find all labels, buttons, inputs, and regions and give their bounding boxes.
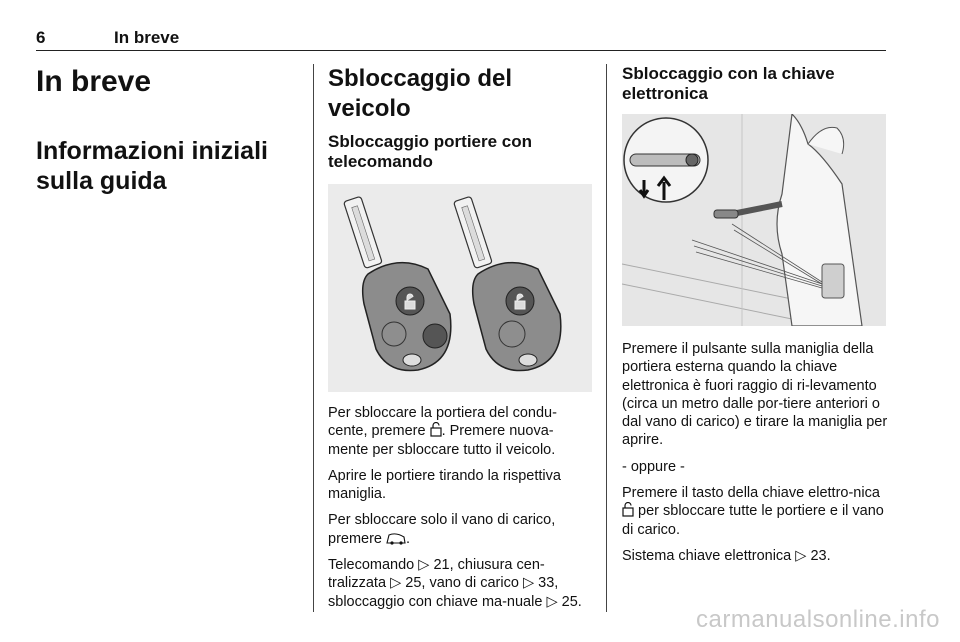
paragraph: Premere il pulsante sulla maniglia della portiera esterna quando la chiave elettronica è fuori raggio di ri-levamento (circa un metro dalle por-tiere anteriori o dal vano di carico) e tirare la maniglia per aprire. [622, 341, 888, 449]
cargo-van-icon [386, 532, 406, 545]
paragraph: Per sbloccare solo il vano di carico, premere . [328, 512, 556, 547]
page-reference-link[interactable]: 21 [433, 557, 450, 574]
page-reference-link[interactable]: 23 [810, 547, 827, 564]
page-reference-arrow-icon: ▷ [390, 575, 402, 592]
paragraph: - oppure - [622, 458, 685, 475]
page-reference-arrow-icon: ▷ [418, 557, 430, 574]
page-reference-arrow-icon: ▷ [795, 547, 807, 564]
paragraph: Premere il tasto della chiave elettro-nica per sbloccare tutte le portiere e il vano di carico. [622, 485, 884, 538]
cross-references: Telecomando ▷ 21, chiusura cen-tralizzata ▷ 25, vano di carico ▷ 33, sbloccaggio con chiave ma-nuale ▷ 25. [328, 557, 582, 610]
remote-key-right [454, 196, 561, 370]
page-number: 6 [36, 28, 46, 47]
remote-key-left [344, 196, 451, 370]
unlock-icon [622, 502, 634, 517]
running-title: In breve [114, 28, 180, 47]
remote-keys-illustration [328, 184, 592, 392]
column-2 [328, 64, 592, 619]
page-reference-arrow-icon: ▷ [546, 593, 558, 610]
column-divider [606, 64, 607, 612]
watermark: carmanualsonline.info [696, 606, 940, 633]
cross-reference: Sistema chiave elettronica ▷ 23. [622, 547, 831, 564]
column-3 [622, 64, 888, 573]
subsection-title: Sbloccaggio portiere con telecomando [328, 132, 533, 171]
unlock-icon [430, 422, 442, 437]
paragraph: Per sbloccare la portiera del condu-cente, premere . Premere nuova-mente per sbloccare tutto il veicolo. [328, 405, 557, 458]
section-title: Informazioni iniziali sulla guida [36, 137, 268, 195]
page-reference-arrow-icon: ▷ [522, 575, 535, 592]
paragraph: Aprire le portiere tirando la rispettiva maniglia. [328, 467, 561, 503]
page-reference-link[interactable]: 25 [561, 593, 578, 610]
section-title: Sbloccaggio del veicolo [328, 65, 513, 122]
column-1 [36, 64, 296, 196]
electronic-key-illustration [622, 114, 886, 326]
page-reference-link[interactable]: 33 [538, 575, 555, 592]
column-divider [313, 64, 314, 612]
subsection-title: Sbloccaggio con la chiave elettronica [622, 64, 835, 103]
header-rule [36, 50, 886, 51]
chapter-title: In breve [36, 65, 152, 98]
page-reference-link[interactable]: 25 [405, 575, 422, 592]
page-header [0, 0, 960, 52]
